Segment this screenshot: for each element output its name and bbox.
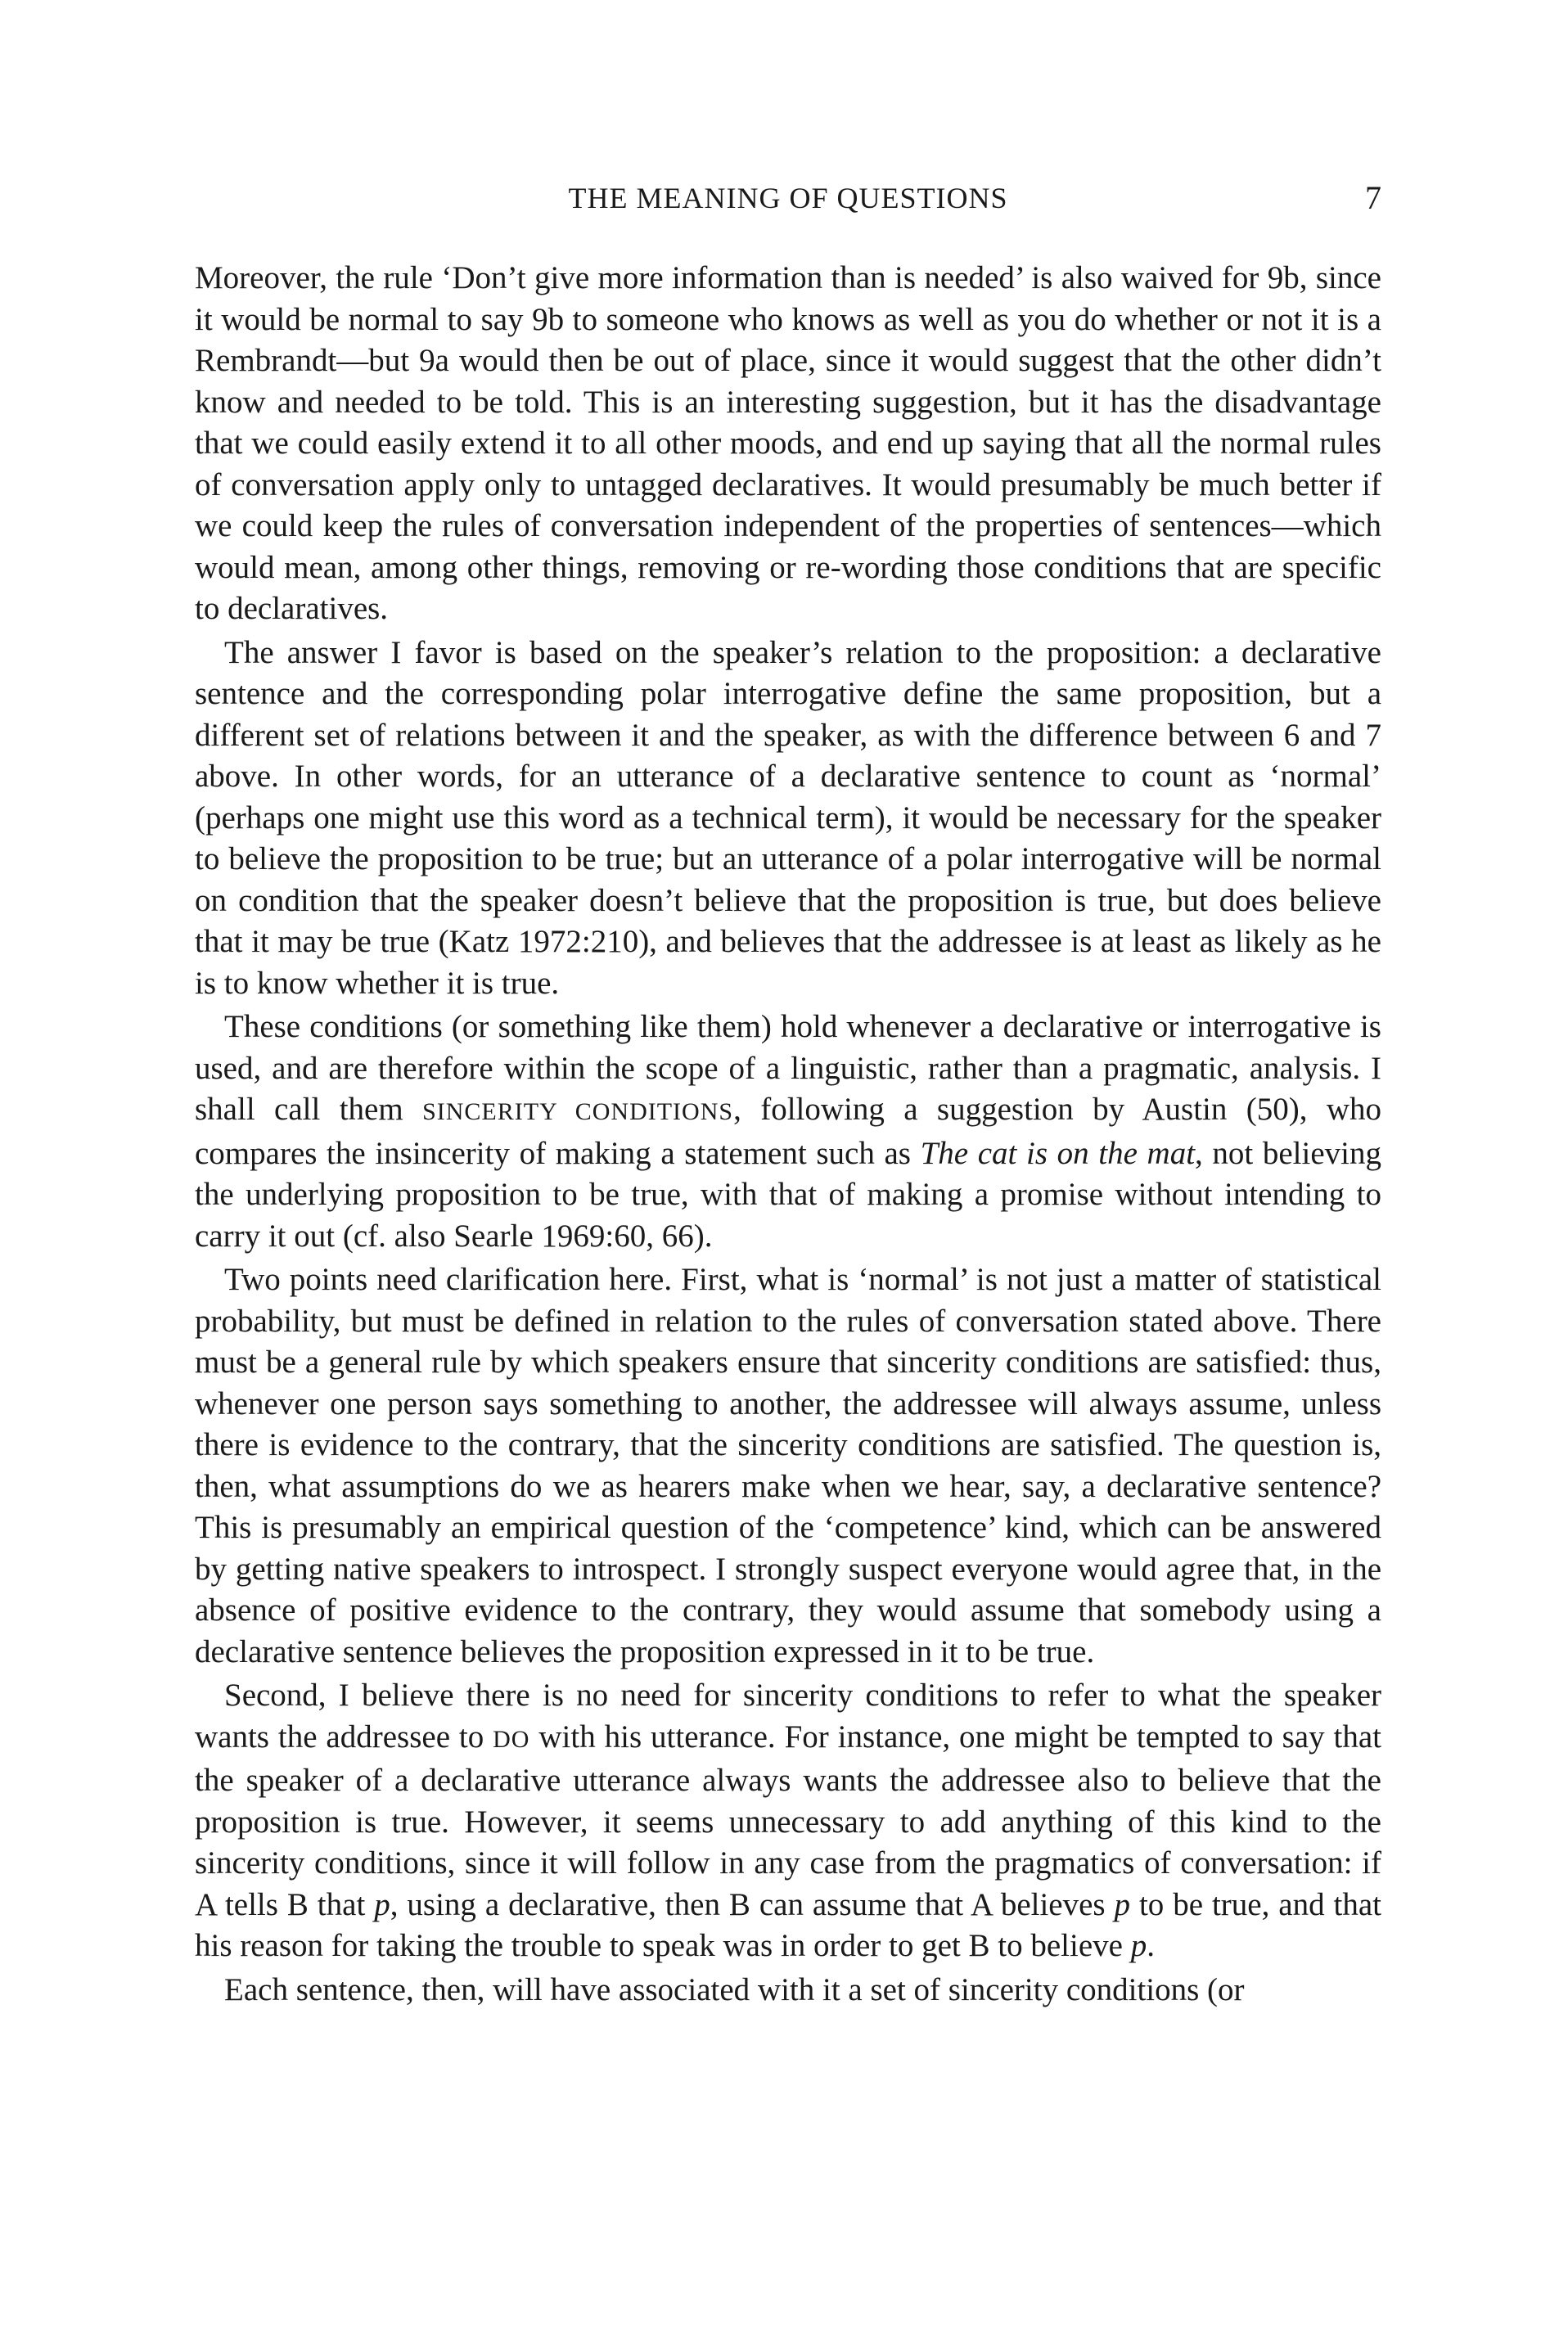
paragraph xyxy=(195,258,1381,630)
paragraph xyxy=(195,1970,1381,2011)
running-head xyxy=(195,175,1381,221)
running-title: THE MEANING OF QUESTIONS xyxy=(568,182,1008,214)
italic-text: p xyxy=(374,1886,390,1922)
text-segment: The answer I favor is based on the speaker’s relation to the proposition: a declarative sentence and the corresponding polar interrogative define the same proposition, but a different set of relations between it and the speaker, as with the difference between 6 and 7 above. In other words, for an utterance of a declarative sentence to count as ‘normal’ (perhaps one might use this word as a technical term), it would be necessary for the speaker to believe the proposition to be true; but an utterance of a polar interrogative will be normal on condition that the speaker doesn’t believe that the proposition is true, but does believe that it may be true (Katz 1972:210), and believes that the addressee is at least as likely as he is to know whether it is true. xyxy=(195,634,1381,1001)
text-segment: , following a suggestion by Austin (50), who compares the insincerity of making a statement such as xyxy=(195,1092,1381,1171)
paragraph xyxy=(195,1675,1381,1967)
small-caps-text: SINCERITY CONDITIONS xyxy=(422,1098,734,1125)
text-segment: Each sentence, then, will have associated with it a set of sincerity conditions (or xyxy=(224,1971,1245,2007)
text-segment: Two points need clarification here. First, what is ‘normal’ is not just a matter of statistical probability, but must be defined in relation to the rules of conversation stated above. There must be a general rule by which speakers ensure that sincerity conditions are satisfied: thus, whenever one person says something to another, the addressee will always assume, unless there is evidence to the contrary, that the sincerity conditions are satisfied. The question is, then, what assumptions do we as hearers make when we hear, say, a declarative sentence? This is presumably an empirical question of the ‘competence’ kind, which can be answered by getting native speakers to introspect. I strongly suspect everyone would agree that, in the absence of positive evidence to the contrary, they would assume that somebody using a declarative sentence believes the proposition expressed in it to be true. xyxy=(195,1262,1381,1669)
italic-text: p xyxy=(1130,1928,1147,1963)
paragraph xyxy=(195,1259,1381,1673)
text-segment: , using a declarative, then B can assume that A believes xyxy=(390,1886,1115,1922)
text-segment: These conditions (or something like them) hold whenever a declarative or interrogative is used, and are therefore within the scope of a linguistic, rather than a pragmatic, analysis. I shall call them xyxy=(195,1009,1381,1127)
paragraph xyxy=(195,633,1381,1005)
text-segment: to be true, and that his reason for taking the trouble to speak was in order to get B to believe xyxy=(195,1886,1381,1963)
text-segment: with his utterance. For instance, one might be tempted to say that the speaker of a declarative utterance always wants the addressee also to believe that the proposition is true. However, it seems unnecessary to add anything of this kind to the sincerity conditions, since it will follow in any case from the pragmatics of conversation: if A tells B that xyxy=(195,1719,1381,1922)
page-number: 7 xyxy=(1365,179,1381,216)
text-segment: Second, I believe there is no need for sincerity conditions to refer to what the speaker wants the addressee to xyxy=(195,1678,1381,1755)
text-segment: Moreover, the rule ‘Don’t give more information than is needed’ is also waived for 9b, since it would be normal to say 9b to someone who knows as well as you do whether or not it is a Rembrandt—but 9a would then be out of place, since it would suggest that the other didn’t know and needed to be told. This is an interesting suggestion, but it has the disadvantage that we could easily extend it to all other moods, and end up saying that all the normal rules of conversation apply only to untagged declaratives. It would presumably be much better if we could keep the rules of conversation independent of the properties of sentences—which would mean, among other things, removing or re-wording those conditions that are specific to declaratives. xyxy=(195,260,1381,626)
paragraph xyxy=(195,1007,1381,1257)
text-segment: . xyxy=(1147,1928,1155,1963)
body-text xyxy=(195,258,1381,2011)
italic-text: The cat is on the mat xyxy=(920,1135,1196,1171)
text-segment: , not believing the underlying proposition to be true, with that of making a promise without intending to carry it out (cf. also Searle 1969:60, 66). xyxy=(195,1135,1382,1254)
small-caps-text: DO xyxy=(493,1725,530,1753)
italic-text: p xyxy=(1114,1886,1131,1922)
